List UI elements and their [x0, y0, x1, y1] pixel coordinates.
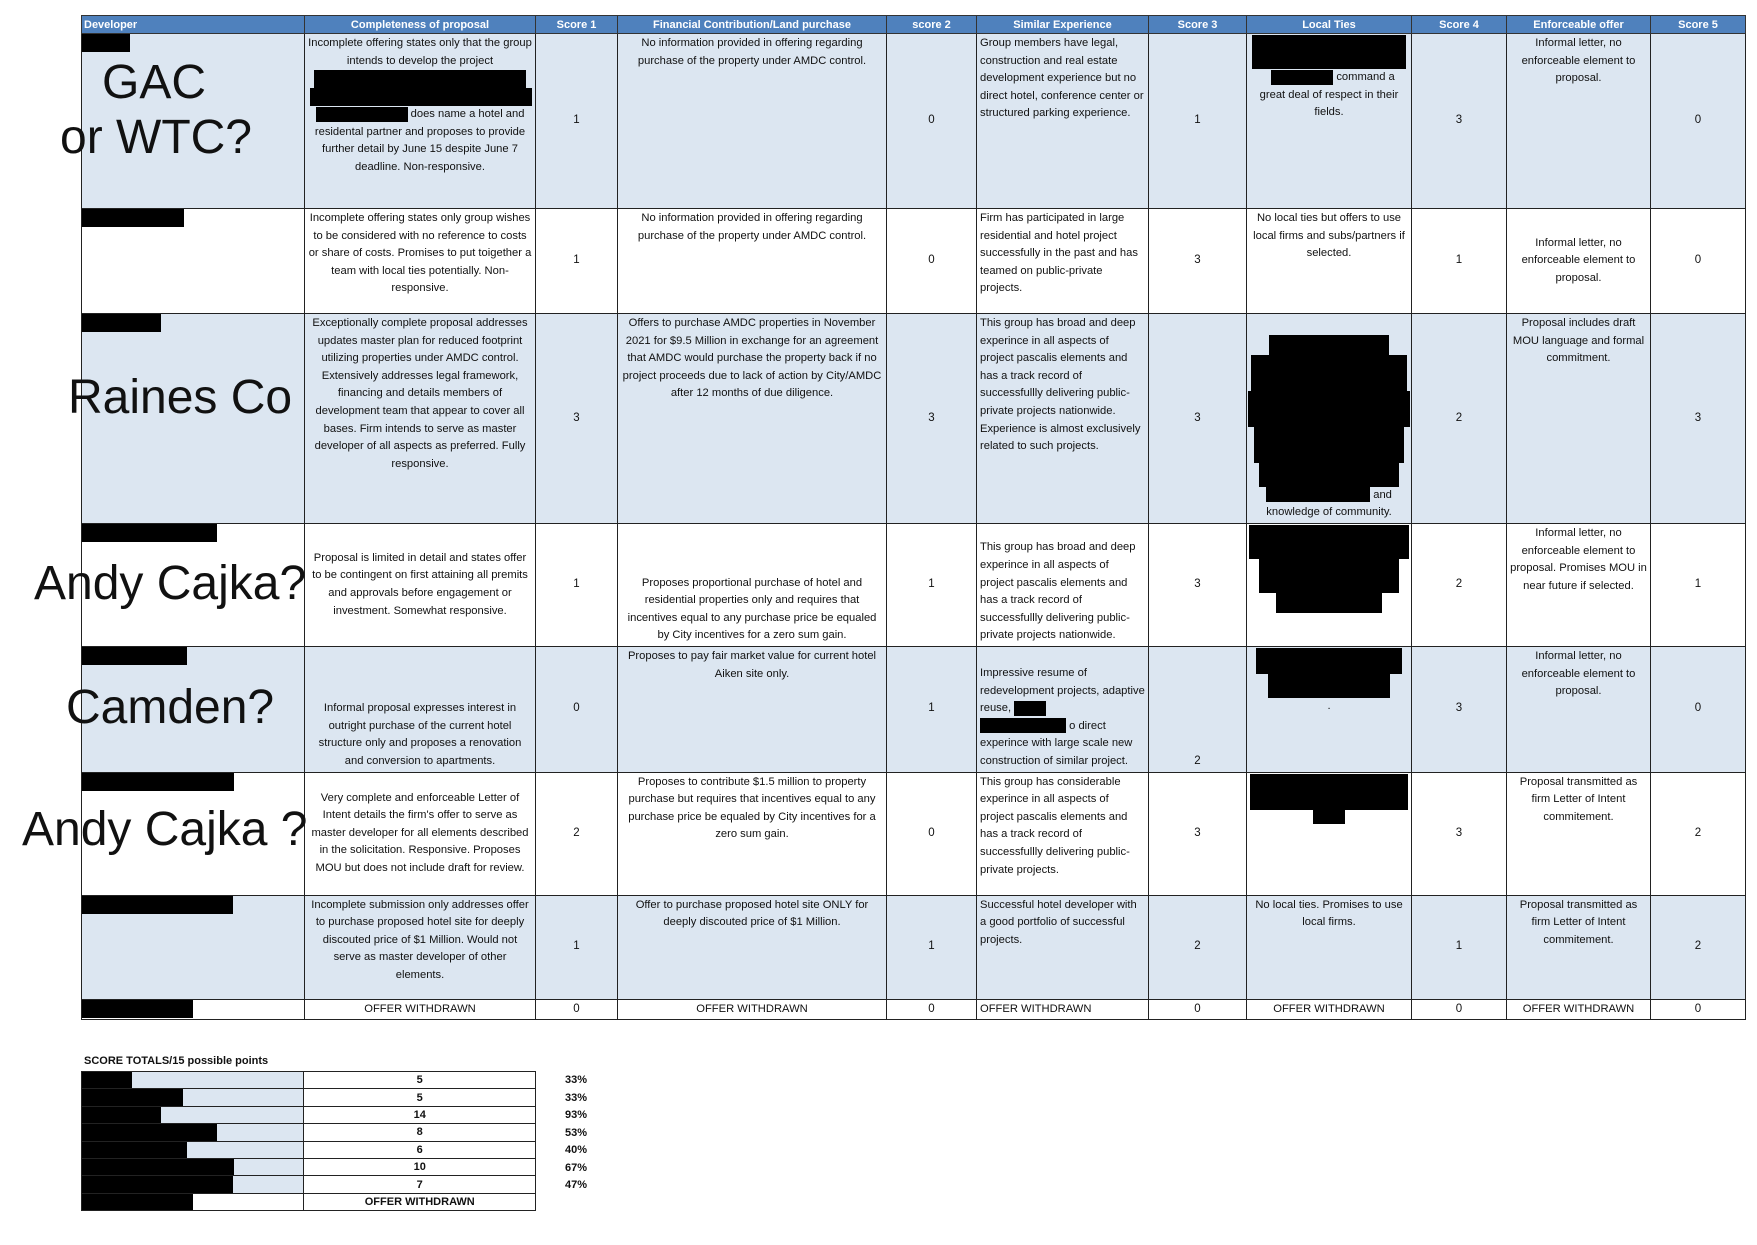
redaction-bar — [1268, 674, 1390, 698]
redaction-bar — [82, 647, 187, 665]
score-5-cell: 3 — [1651, 314, 1746, 524]
table-row — [82, 524, 1746, 647]
score-5-cell: 2 — [1651, 772, 1746, 895]
totals-value: 8 — [304, 1124, 536, 1141]
totals-row — [82, 1193, 536, 1210]
financial-cell: No information provided in offering regarding purchase of the property under AMDC control. — [618, 209, 887, 314]
redaction-bar — [82, 314, 161, 332]
totals-table — [81, 1071, 536, 1211]
redaction-bar — [1256, 648, 1402, 674]
percent-label: 47% — [565, 1179, 588, 1191]
redaction-bar — [1254, 427, 1404, 463]
score-3-cell: 3 — [1149, 209, 1247, 314]
score-2-cell: 3 — [887, 314, 977, 524]
score-4-cell: 0 — [1412, 999, 1507, 1020]
experience-text: o direct — [1069, 719, 1106, 732]
score-1-cell: 1 — [536, 34, 618, 209]
score-5-cell: 0 — [1651, 647, 1746, 773]
completeness-cell: Incomplete offering states only group wishes to be considered with no reference to costs or share of costs. Promises to put toigether a team with local ties potentially. Non-responsive. — [305, 209, 536, 314]
withdrawn-cell: OFFER WITHDRAWN — [305, 999, 536, 1020]
table-row — [82, 34, 1746, 209]
financial-cell: Offers to purchase AMDC properties in November 2021 for $9.5 Million in exchange for an agreement that AMDC would purchase the property back if no project proceeds due to lack of action by City/AMDC after 12 months of due diligence. — [618, 314, 887, 524]
redaction-bar — [82, 1176, 233, 1192]
header-score-1: Score 1 — [536, 16, 618, 34]
redaction-bar — [1014, 701, 1046, 716]
header-score-4: Score 4 — [1412, 16, 1507, 34]
local-ties-cell — [1247, 772, 1412, 895]
local-ties-text: knowledge of community. — [1266, 506, 1392, 519]
redaction-bar — [82, 1142, 187, 1158]
redaction-block — [1250, 335, 1408, 487]
completeness-text: Incomplete offering states only that the group intends to develop the project — [308, 37, 532, 67]
local-ties-cell — [1247, 524, 1412, 647]
score-4-cell: 3 — [1412, 34, 1507, 209]
header-completeness: Completeness of proposal — [305, 16, 536, 34]
experience-cell: Successful hotel developer with a good portfolio of successful projects. — [977, 895, 1149, 999]
developer-cell — [82, 895, 305, 999]
evaluation-table-container — [81, 15, 1746, 1020]
experience-cell: This group has considerable experince in all aspects of project pascalis elements and has a track record of successfullly delivering public-private projects. — [977, 772, 1149, 895]
score-5-cell: 2 — [1651, 895, 1746, 999]
enforceable-cell: Proposal includes draft MOU language and formal commitment. — [1507, 314, 1651, 524]
financial-cell: Offer to purchase proposed hotel site ONLY for deeply discouted price of $1 Million. — [618, 895, 887, 999]
score-3-cell: 0 — [1149, 999, 1247, 1020]
score-4-cell: 1 — [1412, 895, 1507, 999]
evaluation-table — [81, 15, 1746, 1020]
score-2-cell: 0 — [887, 999, 977, 1020]
score-3-cell: 2 — [1149, 895, 1247, 999]
table-row — [82, 895, 1746, 999]
local-ties-cell — [1247, 647, 1412, 773]
score-5-cell: 0 — [1651, 999, 1746, 1020]
redaction-bar — [1252, 35, 1406, 69]
completeness-cell: Incomplete submission only addresses offer to purchase proposed hotel site for deeply discouted price of $1 Million. Would not serve as master developer of other elements. — [305, 895, 536, 999]
totals-title: SCORE TOTALS/15 possible points — [84, 1055, 269, 1067]
score-1-cell: 1 — [536, 524, 618, 647]
redaction-bar — [82, 209, 184, 227]
totals-value: 5 — [304, 1072, 536, 1089]
enforceable-cell: Proposal transmitted as firm Letter of Intent commitement. — [1507, 772, 1651, 895]
local-ties-text: and — [1373, 488, 1392, 501]
totals-value: 14 — [304, 1106, 536, 1123]
redaction-bar — [82, 896, 233, 914]
totals-name-cell — [82, 1124, 304, 1141]
header-local-ties: Local Ties — [1247, 16, 1412, 34]
score-2-cell: 1 — [887, 895, 977, 999]
totals-row — [82, 1124, 536, 1141]
enforceable-cell: Informal letter, no enforceable element to proposal. — [1507, 647, 1651, 773]
totals-row — [82, 1106, 536, 1123]
experience-text: experince with large scale new construction of similar project. — [980, 737, 1133, 767]
header-financial: Financial Contribution/Land purchase — [618, 16, 887, 34]
redaction-bar — [82, 1000, 193, 1018]
local-ties-cell — [1247, 34, 1412, 209]
percent-label: 93% — [565, 1109, 588, 1121]
experience-cell: Group members have legal, construction and real estate development experience but no direct hotel, conference center or structured parking experience. — [977, 34, 1149, 209]
financial-cell: Proposes to contribute $1.5 million to property purchase but requires that incentives equal to any purchase price be equaled by City incentives for a zero sum gain. — [618, 772, 887, 895]
score-2-cell: 0 — [887, 209, 977, 314]
redaction-bar — [82, 1107, 161, 1123]
financial-cell: No information provided in offering regarding purchase of the property under AMDC control. — [618, 34, 887, 209]
redaction-bar — [1248, 391, 1410, 427]
annotation-gac: GAC — [102, 56, 207, 109]
score-3-cell: 3 — [1149, 772, 1247, 895]
table-row — [82, 314, 1746, 524]
redaction-bar — [1313, 810, 1345, 824]
experience-cell: This group has broad and deep experince in all aspects of project pascalis elements and has a track record of successfullly delivering public-private projects nationwide. Experience is almost exclusively related to such projects. — [977, 314, 1149, 524]
financial-cell: Proposes proportional purchase of hotel and residential properties only and requires that incentives equal to any purchase price be equaled by City incentives for a zero sum gain. — [618, 524, 887, 647]
header-score-3: Score 3 — [1149, 16, 1247, 34]
local-ties-text: . — [1327, 700, 1331, 712]
totals-row — [82, 1141, 536, 1158]
score-3-cell: 3 — [1149, 314, 1247, 524]
percent-label: 33% — [565, 1092, 588, 1104]
redaction-bar — [82, 34, 130, 52]
header-developer: Developer — [82, 16, 305, 34]
header-score-5: Score 5 — [1651, 16, 1746, 34]
totals-name-cell — [82, 1176, 304, 1193]
redaction-bar — [82, 524, 217, 542]
totals-value: 7 — [304, 1176, 536, 1193]
score-2-cell: 0 — [887, 34, 977, 209]
score-1-cell: 0 — [536, 647, 618, 773]
table-row — [82, 772, 1746, 895]
score-3-cell: 2 — [1149, 647, 1247, 773]
redaction-bar — [82, 1072, 132, 1088]
enforceable-cell: Informal letter, no enforceable element to proposal. Promises MOU in near future if selected. — [1507, 524, 1651, 647]
score-4-cell: 2 — [1412, 314, 1507, 524]
score-1-cell: 0 — [536, 999, 618, 1020]
financial-cell: Proposes to pay fair market value for current hotel Aiken site only. — [618, 647, 887, 773]
totals-name-cell — [82, 1141, 304, 1158]
annotation-andy-cajka-2: Andy Cajka ? — [22, 803, 308, 856]
redaction-bar — [980, 718, 1066, 733]
withdrawn-cell: OFFER WITHDRAWN — [977, 999, 1149, 1020]
redaction-bar — [82, 1124, 217, 1140]
completeness-text: does name a hotel and residental partner and proposes to provide further detail by June 15 despite June 7 deadline. Non-responsive. — [314, 108, 526, 173]
header-row — [82, 16, 1746, 34]
score-1-cell: 3 — [536, 314, 618, 524]
totals-row — [82, 1158, 536, 1175]
score-4-cell: 3 — [1412, 772, 1507, 895]
experience-cell — [977, 647, 1149, 773]
score-1-cell: 2 — [536, 772, 618, 895]
redaction-block — [1250, 774, 1408, 824]
redaction-bar — [1259, 559, 1399, 593]
score-1-cell: 1 — [536, 895, 618, 999]
totals-name-cell — [82, 1072, 304, 1089]
header-experience: Similar Experience — [977, 16, 1149, 34]
header-enforceable: Enforceable offer — [1507, 16, 1651, 34]
score-2-cell: 1 — [887, 524, 977, 647]
completeness-cell: Very complete and enforceable Letter of Intent details the firm's offer to serve as master developer for all elements described in the solicitation. Responsive. Proposes MOU but does not include draft for review. — [305, 772, 536, 895]
redaction-bar — [1251, 355, 1407, 391]
local-ties-text: command a — [1336, 71, 1395, 83]
redaction-block — [1250, 648, 1408, 698]
redaction-bar — [314, 70, 526, 88]
redaction-bar — [82, 1089, 183, 1105]
score-1-cell: 1 — [536, 209, 618, 314]
experience-cell: Firm has participated in large residential and hotel project successfully in the past and has teamed on public-private projects. — [977, 209, 1149, 314]
totals-name-cell — [82, 1193, 304, 1210]
totals-value: 10 — [304, 1158, 536, 1175]
percent-label: 67% — [565, 1162, 588, 1174]
table-row — [82, 209, 1746, 314]
score-4-cell: 3 — [1412, 647, 1507, 773]
completeness-cell: Informal proposal expresses interest in outright purchase of the current hotel structure only and proposes a renovation and conversion to apartments. — [305, 647, 536, 773]
score-3-cell: 3 — [1149, 524, 1247, 647]
totals-row — [82, 1176, 536, 1193]
redaction-bar — [1266, 487, 1370, 502]
withdrawn-cell: OFFER WITHDRAWN — [1507, 999, 1651, 1020]
annotation-camden: Camden? — [66, 681, 275, 734]
local-ties-cell: No local ties. Promises to use local firms. — [1247, 895, 1412, 999]
local-ties-cell — [1247, 314, 1412, 524]
totals-value: 6 — [304, 1141, 536, 1158]
annotation-andy-cajka-1: Andy Cajka? — [34, 557, 307, 610]
enforceable-cell: Informal letter, no enforceable element to proposal. — [1507, 209, 1651, 314]
redaction-bar — [316, 107, 408, 122]
totals-row — [82, 1089, 536, 1106]
enforceable-cell: Informal letter, no enforceable element to proposal. — [1507, 34, 1651, 209]
score-5-cell: 0 — [1651, 209, 1746, 314]
withdrawn-cell: OFFER WITHDRAWN — [618, 999, 887, 1020]
table-row — [82, 647, 1746, 773]
developer-cell — [82, 999, 305, 1020]
redaction-bar — [1276, 593, 1382, 613]
local-ties-cell: No local ties but offers to use local firms and subs/partners if selected. — [1247, 209, 1412, 314]
percent-label: 53% — [565, 1127, 588, 1139]
redaction-bar — [310, 88, 532, 106]
totals-value: 5 — [304, 1089, 536, 1106]
completeness-cell: Exceptionally complete proposal addresses updates master plan for reduced footprint utilizing properties under AMDC control. Extensively addresses legal framework, financing and details members of development team that appear to cover all bases. Firm intends to serve as master developer of all aspects as preferred. Fully responsive. — [305, 314, 536, 524]
score-2-cell: 1 — [887, 647, 977, 773]
redaction-bar — [82, 773, 234, 791]
developer-cell — [82, 209, 305, 314]
redaction-bar — [1250, 774, 1408, 810]
experience-text: Impressive resume of redevelopment projects, adaptive reuse, — [980, 667, 1145, 715]
withdrawn-cell: OFFER WITHDRAWN — [1247, 999, 1412, 1020]
enforceable-cell: Proposal transmitted as firm Letter of Intent commitement. — [1507, 895, 1651, 999]
score-5-cell: 1 — [1651, 524, 1746, 647]
experience-cell: This group has broad and deep experince in all aspects of project pascalis elements and has a track record of successfullly delivering public-private projects nationwide. — [977, 524, 1149, 647]
percent-label: 33% — [565, 1074, 588, 1086]
totals-row — [82, 1072, 536, 1089]
score-2-cell: 0 — [887, 772, 977, 895]
local-ties-text: great deal of respect in their fields. — [1259, 88, 1399, 119]
table-row — [82, 999, 1746, 1020]
redaction-bar — [1259, 463, 1399, 487]
score-4-cell: 1 — [1412, 209, 1507, 314]
totals-name-cell — [82, 1089, 304, 1106]
totals-value: OFFER WITHDRAWN — [304, 1193, 536, 1210]
annotation-wtc: or WTC? — [60, 111, 252, 164]
totals-name-cell — [82, 1158, 304, 1175]
annotation-raines: Raines Co — [68, 371, 293, 424]
header-score-2: score 2 — [887, 16, 977, 34]
redaction-bar — [1271, 70, 1333, 85]
score-3-cell: 1 — [1149, 34, 1247, 209]
percent-label: 40% — [565, 1144, 588, 1156]
totals-name-cell — [82, 1106, 304, 1123]
redaction-block — [1250, 525, 1408, 613]
redaction-bar — [82, 1159, 234, 1175]
redaction-bar — [1249, 525, 1409, 559]
redaction-bar — [1269, 335, 1389, 355]
score-4-cell: 2 — [1412, 524, 1507, 647]
completeness-cell: Proposal is limited in detail and states offer to be contingent on first attaining all premits and approvals before engagement or investment. Somewhat responsive. — [305, 524, 536, 647]
completeness-cell — [305, 34, 536, 209]
score-5-cell: 0 — [1651, 34, 1746, 209]
redaction-bar — [82, 1194, 193, 1210]
